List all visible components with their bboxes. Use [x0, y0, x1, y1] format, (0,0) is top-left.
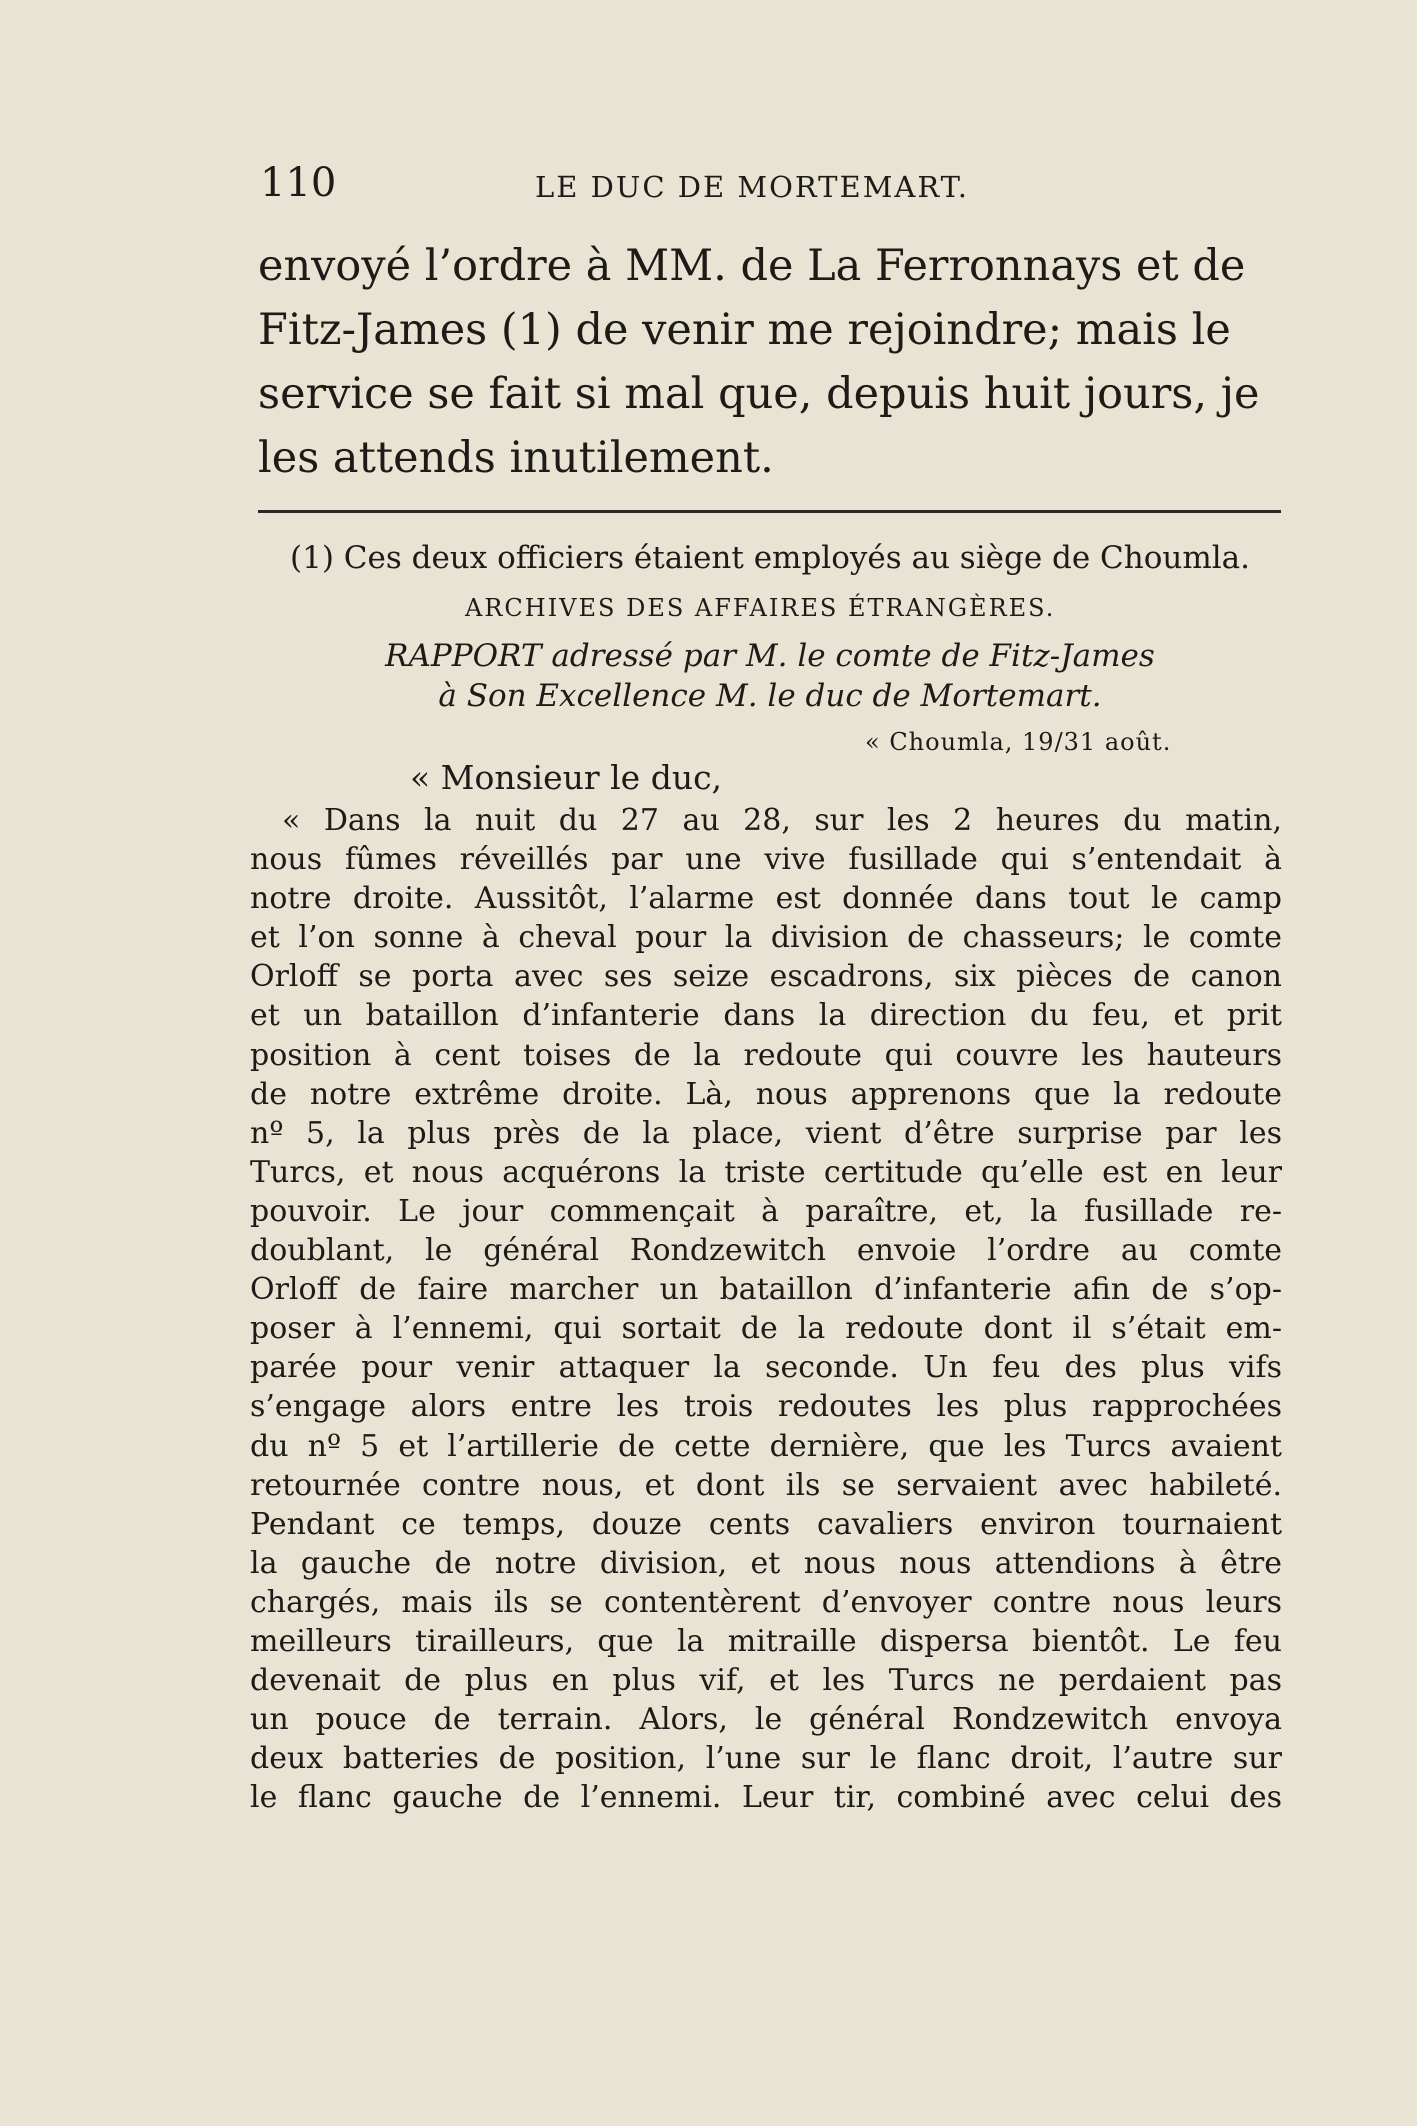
footnote-body-line: Orloff de faire marcher un bataillon d’infanterie afin de s’op-: [250, 1272, 1282, 1308]
footnote-body-line: le flanc gauche de l’ennemi. Leur tir, combiné avec celui des: [250, 1780, 1282, 1816]
footnote-body-line: notre droite. Aussitôt, l’alarme est donnée dans tout le camp: [250, 881, 1282, 917]
footnote-body-line: nous fûmes réveillés par une vive fusillade qui s’entendait à: [250, 842, 1282, 878]
main-text: [258, 234, 1288, 490]
footnote-body-line: du nº 5 et l’artillerie de cette dernière, que les Turcs avaient: [250, 1428, 1282, 1464]
footnote-report-title: [250, 636, 1290, 716]
footnote-dateline: « Choumla, 19/31 août.: [865, 728, 1172, 756]
footnote-body-line: s’engage alors entre les trois redoutes les plus rapprochées: [250, 1389, 1282, 1425]
footnote-body-line: Pendant ce temps, douze cents cavaliers environ tournaient: [250, 1506, 1282, 1542]
footnote-body-line: nº 5, la plus près de la place, vient d’être surprise par les: [250, 1115, 1282, 1151]
footnote-body-line: deux batteries de position, l’une sur le flanc droit, l’autre sur: [250, 1741, 1282, 1777]
footnote-body-line: et l’on sonne à cheval pour la division de chasseurs; le comte: [250, 920, 1282, 956]
footnote-body-line: « Dans la nuit du 27 au 28, sur les 2 heures du matin,: [282, 803, 1282, 838]
footnote-body-line: Orloff se porta avec ses seize escadrons, six pièces de canon: [250, 959, 1282, 995]
footnote-body-line: poser à l’ennemi, qui sortait de la redoute dont il s’était em-: [250, 1311, 1282, 1347]
footnote-body-line: retournée contre nous, et dont ils se servaient avec habileté.: [250, 1467, 1282, 1503]
report-title-line-2: à Son Excellence M. le duc de Mortemart.: [438, 678, 1102, 714]
footnote-archives-heading: ARCHIVES DES AFFAIRES ÉTRANGÈRES.: [465, 594, 1056, 622]
page-header: [260, 160, 1280, 220]
footnote-body-line: la gauche de notre division, et nous nous attendions à être: [250, 1545, 1282, 1581]
footnote-divider: [258, 510, 1281, 513]
footnote-body-line: chargés, mais ils se contentèrent d’envoyer contre nous leurs: [250, 1584, 1282, 1620]
footnote-body-line: et un bataillon d’infanterie dans la direction du feu, et prit: [250, 998, 1282, 1034]
report-title-line-1: RAPPORT adressé par M. le comte de Fitz-James: [385, 638, 1155, 674]
running-head: LE DUC DE MORTEMART.: [535, 170, 969, 204]
page-number: 110: [260, 160, 337, 206]
footnote-body-line: pouvoir. Le jour commençait à paraître, et, la fusillade re-: [250, 1193, 1282, 1229]
main-text-line: Fitz-James (1) de venir me rejoindre; mais le: [258, 305, 1231, 355]
main-text-line: les attends inutilement.: [258, 433, 774, 483]
footnote-body-line: un pouce de terrain. Alors, le général Rondzewitch envoya: [250, 1702, 1282, 1738]
footnote-salutation: « Monsieur le duc,: [410, 758, 723, 797]
footnote-body-line: position à cent toises de la redoute qui couvre les hauteurs: [250, 1037, 1282, 1073]
footnote-body-line: de notre extrême droite. Là, nous apprenons que la redoute: [250, 1076, 1282, 1112]
footnote-note: (1) Ces deux officiers étaient employés au siège de Choumla.: [290, 540, 1251, 576]
footnote-body-line: Turcs, et nous acquérons la triste certitude qu’elle est en leur: [250, 1154, 1282, 1190]
footnote-body-line: parée pour venir attaquer la seconde. Un feu des plus vifs: [250, 1350, 1282, 1386]
footnote-body-line: meilleurs tirailleurs, que la mitraille dispersa bientôt. Le feu: [250, 1623, 1282, 1659]
footnote-body: [250, 801, 1282, 1817]
footnote-body-line: doublant, le général Rondzewitch envoie l’ordre au comte: [250, 1233, 1282, 1269]
main-text-line: service se fait si mal que, depuis huit jours, je: [258, 369, 1260, 419]
footnote-body-line: devenait de plus en plus vif, et les Turcs ne perdaient pas: [250, 1663, 1282, 1699]
main-text-line: envoyé l’ordre à MM. de La Ferronnays et de: [258, 241, 1246, 291]
